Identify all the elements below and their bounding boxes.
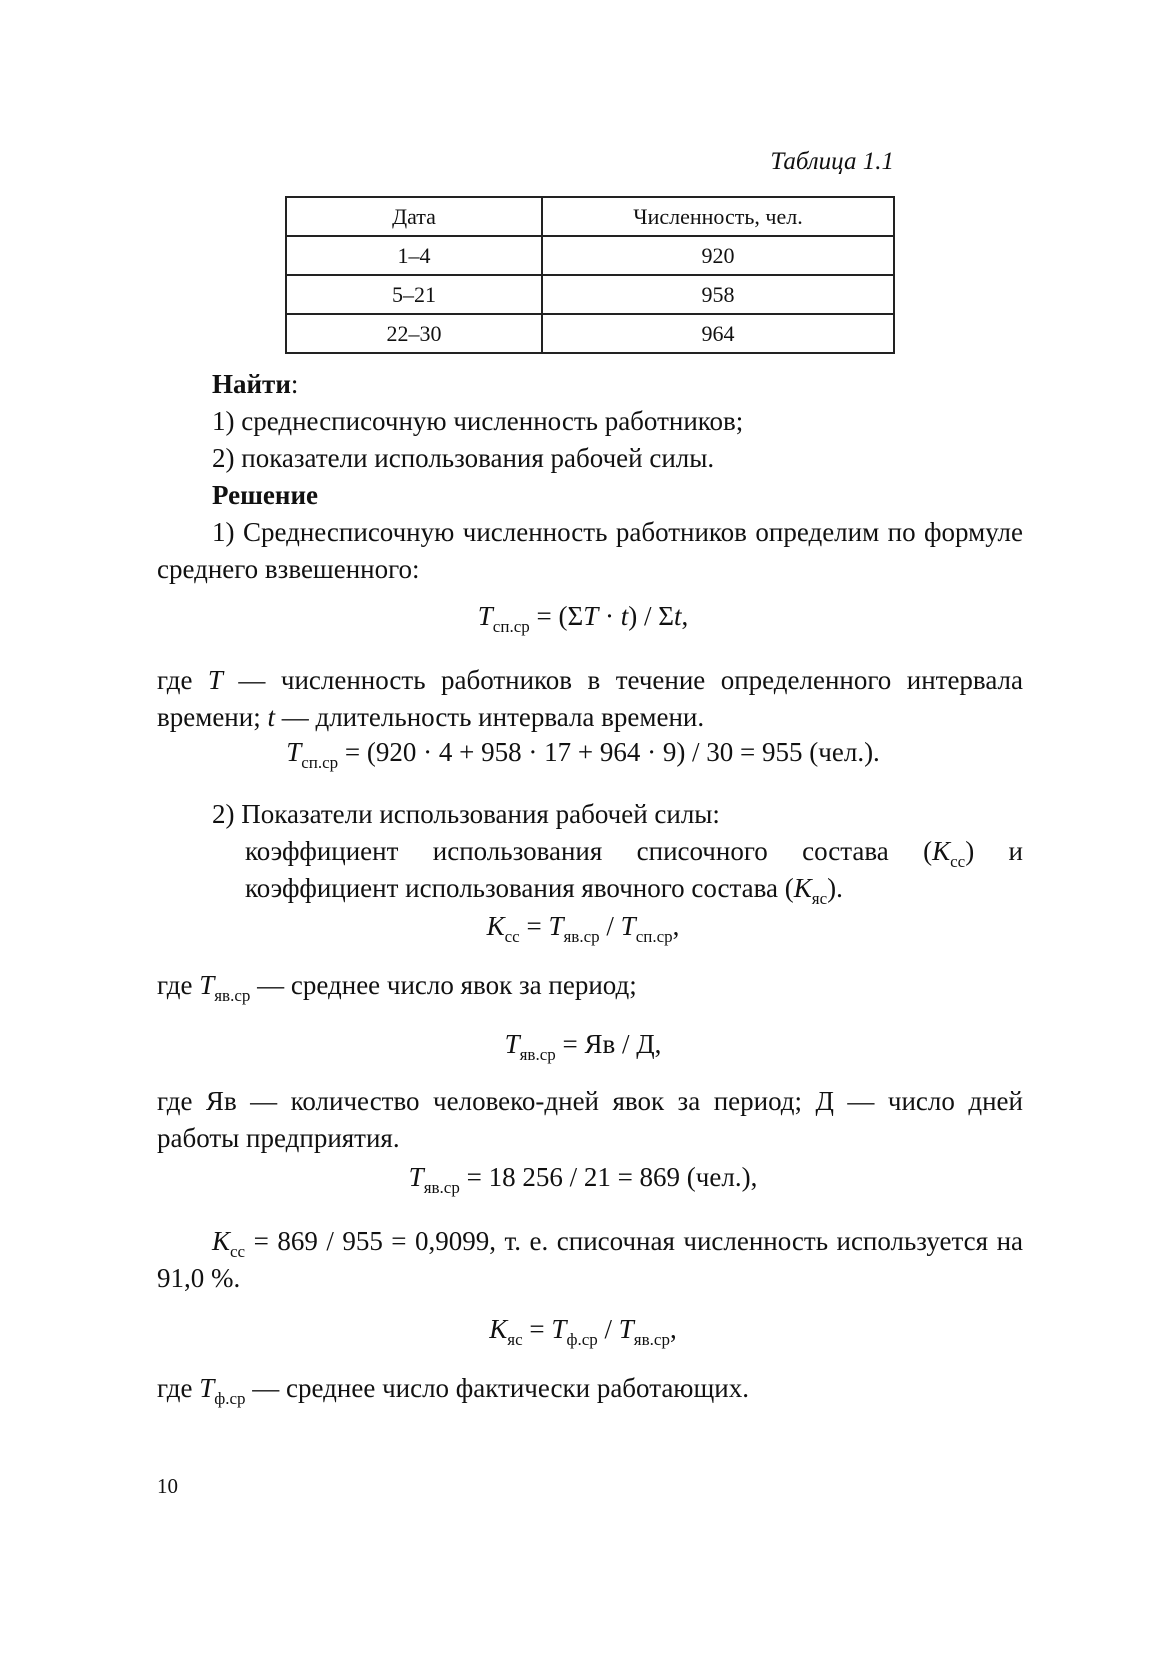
column-header-headcount: Численность, чел. bbox=[542, 197, 894, 236]
cell-headcount: 964 bbox=[542, 314, 894, 353]
cell-headcount: 920 bbox=[542, 236, 894, 275]
table-row bbox=[286, 236, 894, 275]
find-heading: Найти: bbox=[212, 369, 299, 399]
table-caption: Таблица 1.1 bbox=[770, 148, 894, 175]
solution-heading: Решение bbox=[212, 480, 318, 510]
headcount-table bbox=[285, 196, 895, 354]
table-header-row bbox=[286, 197, 894, 236]
formula-average-headcount: $T_{сп.ср} = (\Sigma T \cdot t) / \Sigma t$, bbox=[477, 601, 689, 636]
paragraph-attendance-def: где $T_{яв.ср}$ — среднее число явок за период; bbox=[157, 970, 637, 1005]
paragraph-method: 1) Среднесписочную численность работников определим по формуле среднего взвешенного: bbox=[157, 517, 1023, 584]
cell-date: 1–4 bbox=[286, 236, 542, 275]
paragraph-definitions: где T — численность работников в течение определенного интервала времени; t — длительность интервала времени. bbox=[157, 665, 1024, 732]
formula-kss: $K_{сс} = T_{яв.ср} / T_{сп.ср}$, bbox=[486, 911, 680, 946]
cell-date: 5–21 bbox=[286, 275, 542, 314]
paragraph-attendance-terms: где Яв — количество человеко-дней явок за период; Д — число дней работы предприятия. bbox=[157, 1086, 1023, 1153]
table-row bbox=[286, 314, 894, 353]
formula-average-headcount-calc: $T_{сп.ср} = (920 \cdot 4 + 958 \cdot 17 + 964 \cdot 9) / 30 = 955$ (чел.). bbox=[286, 737, 880, 772]
paragraph-indicators: 2) Показатели использования рабочей силы: bbox=[212, 799, 720, 829]
find-item-1: 1) среднесписочную численность работников; bbox=[212, 406, 744, 436]
paragraph-kss-result: $K_{сс} = 869 / 955 = 0,9099$, т. е. списочная численность используется на 91,0 %. bbox=[157, 1226, 1023, 1293]
formula-kyas: $K_{яс} = T_{ф.ср} / T_{яв.ср}$, bbox=[489, 1314, 677, 1349]
paragraph-coefficients: коэффициент использования списочного состава $(K_{сс})$ и коэффициент использования явочного состава $(K_{яс})$. bbox=[245, 836, 1023, 908]
paragraph-actual-def: где $T_{ф.ср}$ — среднее число фактически работающих. bbox=[157, 1373, 749, 1408]
cell-headcount: 958 bbox=[542, 275, 894, 314]
formula-attendance: $T_{яв.ср}$ = Яв / Д, bbox=[504, 1029, 662, 1064]
find-item-2: 2) показатели использования рабочей силы. bbox=[212, 443, 715, 473]
column-header-date: Дата bbox=[286, 197, 542, 236]
table-row bbox=[286, 275, 894, 314]
page-number: 10 bbox=[157, 1474, 178, 1498]
formula-attendance-calc: $T_{яв.ср} = 18$ 256 / 21 = 869 (чел.), bbox=[408, 1162, 758, 1197]
cell-date: 22–30 bbox=[286, 314, 542, 353]
